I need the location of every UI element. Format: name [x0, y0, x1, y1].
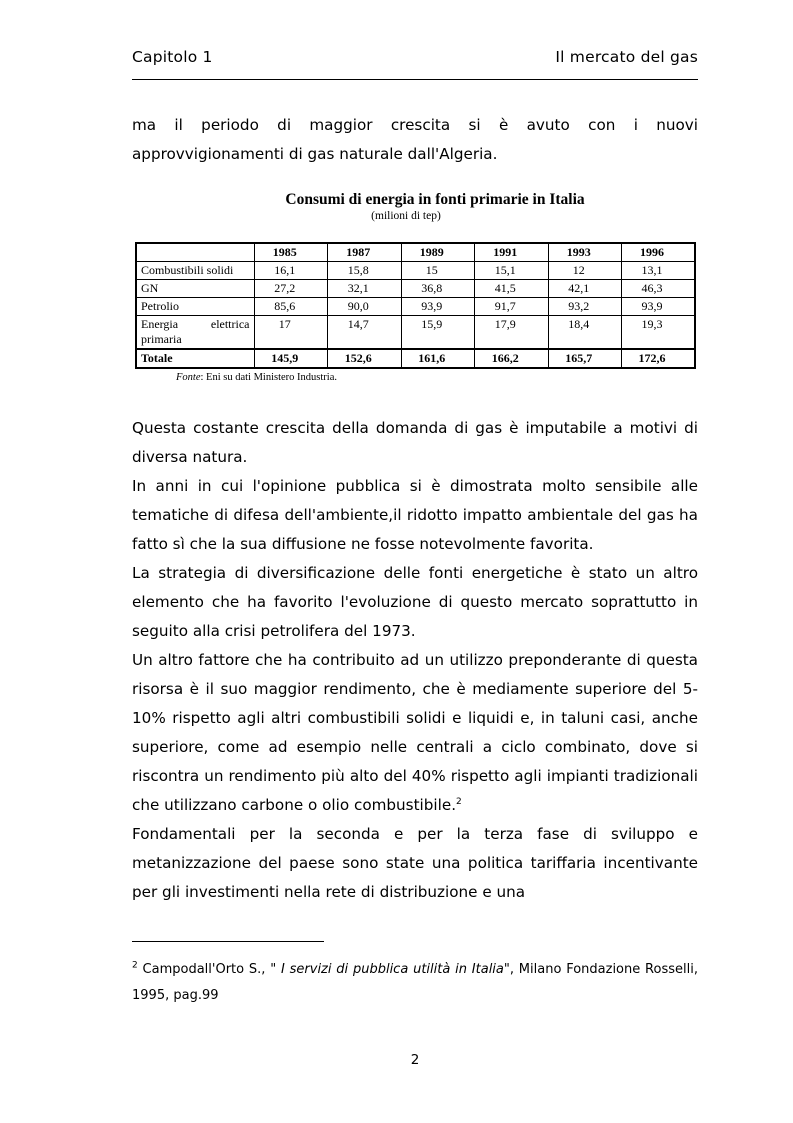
header-divider [132, 79, 698, 80]
table-subtitle: (milioni di tep) [371, 210, 441, 222]
table-cell: 15,8 [328, 262, 402, 280]
table-cell: 152,6 [328, 349, 402, 368]
energy-consumption-table [135, 242, 696, 369]
table-cell: 93,9 [622, 298, 696, 316]
row-label-line: Energia elettrica [141, 317, 250, 331]
total-row [136, 349, 695, 368]
table-cell: 166,2 [475, 349, 549, 368]
row-label: Totale [136, 349, 254, 368]
body-paragraph: La strategia di diversificazione delle fonti energetiche è stato un altro elemento che ha favorito l'evoluzione di questo mercato soprattutto in seguito alla crisi petrolifera del 1973. [132, 564, 698, 640]
section-title: Il mercato del gas [555, 48, 698, 66]
table-cell: 161,6 [401, 349, 475, 368]
row-label-line: primaria [141, 332, 182, 346]
table-cell: 46,3 [622, 280, 696, 298]
body-paragraph: Questa costante crescita della domanda di gas è imputabile a motivi di diversa natura. [132, 419, 698, 466]
table-cell: 17,9 [475, 316, 549, 350]
row-label: Petrolio [136, 298, 254, 316]
table-cell: 13,1 [622, 262, 696, 280]
body-text [132, 414, 698, 907]
table-cell: 172,6 [622, 349, 696, 368]
table-header-row [136, 243, 695, 262]
column-header: 1989 [401, 243, 475, 262]
column-header: 1991 [475, 243, 549, 262]
footnote-divider [132, 941, 324, 942]
table-row [136, 298, 695, 316]
chapter-label: Capitolo 1 [132, 48, 213, 66]
column-header: 1996 [622, 243, 696, 262]
column-header: 1987 [328, 243, 402, 262]
intro-paragraph: ma il periodo di maggior crescita si è avuto con i nuovi approvvigionamenti di gas naturale dall'Algeria. [132, 116, 698, 163]
footnote-author: Campodall'Orto S., [137, 962, 271, 977]
table-source [176, 372, 337, 383]
footnote-number: 2 [132, 960, 138, 971]
column-header: 1985 [254, 243, 328, 262]
source-label: Fonte [176, 372, 201, 383]
table-cell: 14,7 [328, 316, 402, 350]
source-text: : Eni su dati Ministero Industria. [200, 372, 337, 383]
table-cell: 93,2 [548, 298, 622, 316]
table-cell: 42,1 [548, 280, 622, 298]
table-cell: 91,7 [475, 298, 549, 316]
table-cell: 27,2 [254, 280, 328, 298]
row-label: Combustibili solidi [136, 262, 254, 280]
column-header [136, 243, 254, 262]
table-cell: 90,0 [328, 298, 402, 316]
table-cell: 15,9 [401, 316, 475, 350]
table-cell: 12 [548, 262, 622, 280]
table-row [136, 316, 695, 350]
body-paragraph: Fondamentali per la seconda e per la terza fase di sviluppo e metanizzazione del paese sono state una politica tariffaria incentivante per gli investimenti nella rete di distribuzione e una [132, 825, 698, 901]
page-number: 2 [410, 1052, 420, 1068]
table-title: Consumi di energia in fonti primarie in Italia [285, 191, 585, 208]
table-cell: 36,8 [401, 280, 475, 298]
table-row [136, 262, 695, 280]
row-label [136, 316, 254, 350]
table-cell: 93,9 [401, 298, 475, 316]
footnote-title: " I servizi di pubblica utilità in Italia" [270, 962, 510, 977]
table-cell: 41,5 [475, 280, 549, 298]
footnote [132, 957, 698, 1009]
body-paragraph [132, 646, 698, 820]
row-label: GN [136, 280, 254, 298]
column-header: 1993 [548, 243, 622, 262]
table-cell: 85,6 [254, 298, 328, 316]
table-cell: 16,1 [254, 262, 328, 280]
table-cell: 19,3 [622, 316, 696, 350]
footnote-reference: 2 [456, 796, 462, 807]
table-cell: 145,9 [254, 349, 328, 368]
table-row [136, 280, 695, 298]
table-cell: 17 [254, 316, 328, 350]
table-cell: 165,7 [548, 349, 622, 368]
table-cell: 32,1 [328, 280, 402, 298]
body-paragraph-text: Un altro fattore che ha contribuito ad un utilizzo preponderante di questa risorsa è il suo maggior rendimento, che è mediamente superiore del 5-10% rispetto agli altri combustibili solidi e liquidi e, in taluni casi, anche superiore, come ad esempio nelle centrali a ciclo combinato, dove si riscontra un rendimento più alto del 40% rispetto agli impianti tradizionali che utilizzano carbone o olio combustibile. [132, 651, 698, 814]
table-cell: 18,4 [548, 316, 622, 350]
footnote-rest: , Milano Fondazione Rosselli, 1995, pag.99 [132, 962, 698, 1003]
table-cell: 15,1 [475, 262, 549, 280]
table-cell: 15 [401, 262, 475, 280]
body-paragraph: In anni in cui l'opinione pubblica si è dimostrata molto sensibile alle tematiche di difesa dell'ambiente,il ridotto impatto ambientale del gas ha fatto sì che la sua diffusione ne fosse notevolmente favorita. [132, 477, 698, 553]
